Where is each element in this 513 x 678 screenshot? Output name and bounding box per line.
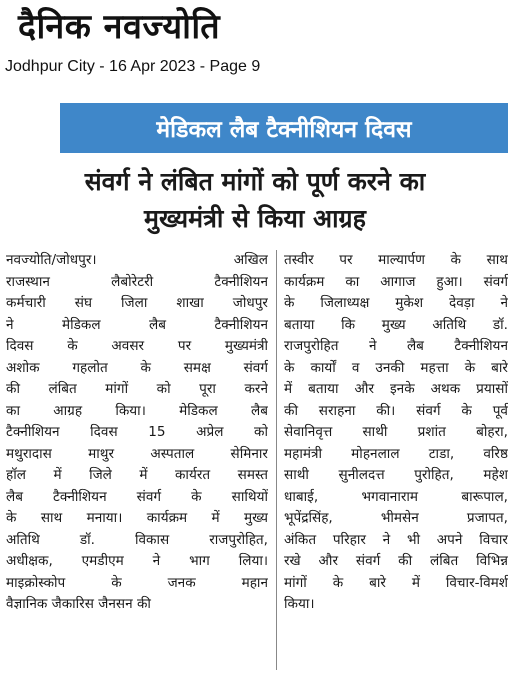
article-text-line: राजपुरोहित ने लैब टैक्नीशियन	[284, 338, 508, 354]
article-text-line: के जिलाध्यक्ष मुकेश देवड़ा ने	[284, 295, 508, 311]
article-text-line: भूपेंद्रसिंह, भीमसेन प्रजापत,	[284, 510, 508, 526]
article-text-line: दिवस के अवसर पर मुख्यमंत्री	[6, 338, 268, 354]
article-text-line: लैब टैक्नीशियन संवर्ग के साथियों	[6, 488, 268, 505]
column-divider	[276, 250, 277, 670]
headline-line-2: मुख्यमंत्री से किया आग्रह	[144, 204, 366, 233]
article-text-line: कर्मचारी संघ जिला शाखा जोधपुर	[6, 295, 268, 311]
article-text-line: साथी सुनीलदत्त पुरोहित, महेश	[284, 467, 508, 483]
article-text-line: अधीक्षक, एमडीएम ने भाग लिया।	[6, 553, 268, 569]
article-text-line: कार्यक्रम का आगाज हुआ। संवर्ग	[284, 273, 508, 290]
article-text-line: अतिथि डॉ. विकास राजपुरोहित,	[6, 531, 268, 548]
article-text-line: टैक्नीशियन दिवस 15 अप्रेल को	[6, 424, 268, 440]
article-text-line: बताया कि मुख्य अतिथि डॉ.	[284, 316, 508, 333]
article-text-line: का आग्रह किया। मेडिकल लैब	[6, 402, 268, 419]
edition-line: Jodhpur City - 16 Apr 2023 - Page 9	[5, 58, 261, 75]
article-text-line: अंकित परिहार ने भी अपने विचार	[284, 531, 508, 548]
article-text-line: में बताया और इनके अथक प्रयासों	[284, 381, 508, 397]
article-text-line: नवज्योति/जोधपुर। अखिल	[6, 252, 268, 268]
article-text-line: सेवानिवृत्त साथी प्रशांत बोहरा,	[284, 424, 508, 440]
article-text-line: की लंबित मांगों को पूरा करने	[6, 381, 268, 397]
newspaper-masthead: दैनिक नवज्योति	[18, 7, 221, 47]
article-text-line: वैज्ञानिक जैकारिस जैनसन की	[6, 596, 151, 612]
article-column-left	[6, 250, 268, 616]
article-text-line: तस्वीर पर माल्यार्पण के साथ	[284, 252, 508, 268]
article-text-line: अशोक गहलोत के समक्ष संवर्ग	[6, 359, 268, 376]
article-text-line: राजस्थान लैबोरेटरी टैक्नीशियन	[6, 273, 268, 290]
article-text-line: माइक्रोस्कोप के जनक महान	[6, 574, 268, 591]
article-text-line: के कार्यों व उनकी महत्ता के बारे	[284, 359, 508, 376]
section-banner-text: मेडिकल लैब टैक्नीशियन दिवस	[156, 117, 412, 143]
article-column-right	[284, 250, 508, 616]
article-text-line: किया।	[284, 596, 315, 612]
article-text-line: रखे और संवर्ग की लंबित विभिन्न	[284, 553, 508, 569]
headline-line-1: संवर्ग ने लंबित मांगों को पूर्ण करने का	[84, 167, 426, 196]
article-text-line: के साथ मनाया। कार्यक्रम में मुख्य	[6, 510, 268, 526]
article-text-line: मांगों के बारे में विचार-विमर्श	[284, 574, 508, 591]
article-text-line: हॉल में जिले में कार्यरत समस्त	[6, 467, 268, 483]
article-text-line: मथुरादास माथुर अस्पताल सेमिनार	[6, 445, 268, 462]
article-text-line: धाबाई, भगवानाराम बारूपाल,	[284, 488, 508, 505]
article-text-line: की सराहना की। संवर्ग के पूर्व	[284, 402, 508, 419]
article-headline	[20, 163, 490, 237]
article-text-line: ने मेडिकल लैब टैक्नीशियन	[6, 316, 268, 333]
section-banner	[60, 103, 508, 153]
article-text-line: महामंत्री मोहनलाल टाडा, वरिष्ठ	[284, 445, 508, 462]
